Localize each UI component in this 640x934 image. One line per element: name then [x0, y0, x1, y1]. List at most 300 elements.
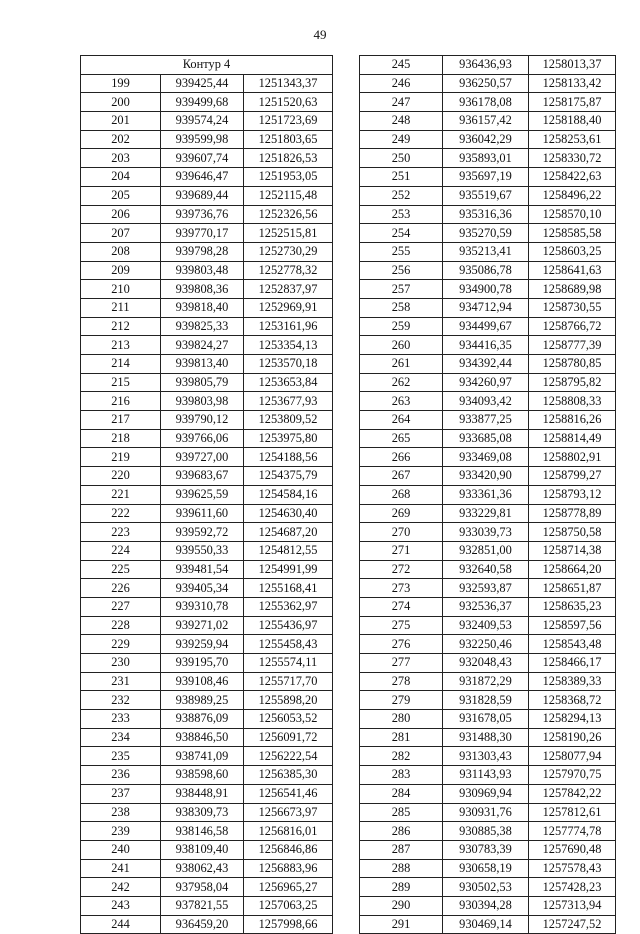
- coordinate-x: 931303,43: [443, 747, 529, 766]
- coordinate-y: 1258635,23: [529, 597, 616, 616]
- table-row: [81, 149, 333, 168]
- point-number: 258: [360, 298, 443, 317]
- table-row: [81, 672, 333, 691]
- coordinates-table-right: [359, 55, 616, 934]
- coordinate-y: 1255168,41: [244, 579, 333, 598]
- point-number: 227: [81, 597, 161, 616]
- table-row: [81, 298, 333, 317]
- coordinate-x: 932409,53: [443, 616, 529, 635]
- coordinate-y: 1258664,20: [529, 560, 616, 579]
- point-number: 238: [81, 803, 161, 822]
- table-row: [81, 896, 333, 915]
- point-number: 246: [360, 74, 443, 93]
- table-row: [360, 691, 616, 710]
- coordinate-y: 1258603,25: [529, 242, 616, 261]
- coordinate-y: 1258778,89: [529, 504, 616, 523]
- coordinate-x: 934712,94: [443, 298, 529, 317]
- coordinate-y: 1254687,20: [244, 523, 333, 542]
- coordinate-y: 1258793,12: [529, 485, 616, 504]
- table-row: [81, 74, 333, 93]
- coordinate-y: 1256091,72: [244, 728, 333, 747]
- page-number: 49: [313, 27, 327, 42]
- coordinate-y: 1252778,32: [244, 261, 333, 280]
- table-row: [360, 803, 616, 822]
- point-number: 218: [81, 429, 161, 448]
- table-row: [360, 896, 616, 915]
- coordinate-y: 1257812,61: [529, 803, 616, 822]
- table-row: [360, 149, 616, 168]
- coordinate-x: 935213,41: [443, 242, 529, 261]
- coordinate-x: 939825,33: [161, 317, 244, 336]
- coordinate-x: 939310,78: [161, 597, 244, 616]
- coordinate-x: 932640,58: [443, 560, 529, 579]
- coordinate-y: 1255458,43: [244, 635, 333, 654]
- coordinate-y: 1258585,58: [529, 224, 616, 243]
- table-row: [360, 242, 616, 261]
- coordinate-y: 1258777,39: [529, 336, 616, 355]
- coordinate-x: 939818,40: [161, 298, 244, 317]
- table-row: [81, 448, 333, 467]
- coordinate-y: 1257428,23: [529, 878, 616, 897]
- coordinate-y: 1256222,54: [244, 747, 333, 766]
- point-number: 279: [360, 691, 443, 710]
- coordinate-y: 1255717,70: [244, 672, 333, 691]
- coordinate-y: 1258543,48: [529, 635, 616, 654]
- coordinate-x: 936157,42: [443, 112, 529, 131]
- point-number: 276: [360, 635, 443, 654]
- coordinate-y: 1258651,87: [529, 579, 616, 598]
- coordinate-x: 939808,36: [161, 280, 244, 299]
- point-number: 240: [81, 840, 161, 859]
- table-row: [81, 579, 333, 598]
- point-number: 210: [81, 280, 161, 299]
- point-number: 234: [81, 728, 161, 747]
- table-row: [81, 728, 333, 747]
- coordinate-y: 1255898,20: [244, 691, 333, 710]
- table-row: [81, 541, 333, 560]
- table-row: [81, 112, 333, 131]
- coordinate-y: 1256883,96: [244, 859, 333, 878]
- coordinate-x: 934392,44: [443, 355, 529, 374]
- coordinate-y: 1257313,94: [529, 896, 616, 915]
- point-number: 289: [360, 878, 443, 897]
- table-row: [360, 280, 616, 299]
- point-number: 250: [360, 149, 443, 168]
- table-row: [81, 878, 333, 897]
- coordinate-x: 934093,42: [443, 392, 529, 411]
- point-number: 209: [81, 261, 161, 280]
- point-number: 263: [360, 392, 443, 411]
- table-row: [81, 168, 333, 187]
- coordinate-x: 939798,28: [161, 242, 244, 261]
- coordinate-y: 1257842,22: [529, 784, 616, 803]
- point-number: 215: [81, 373, 161, 392]
- point-number: 251: [360, 168, 443, 187]
- table-row: [360, 541, 616, 560]
- point-number: 200: [81, 93, 161, 112]
- coordinate-y: 1258808,33: [529, 392, 616, 411]
- point-number: 245: [360, 56, 443, 75]
- point-number: 249: [360, 130, 443, 149]
- table-title-row: [81, 56, 333, 75]
- coordinate-x: 930658,19: [443, 859, 529, 878]
- coordinate-x: 936436,93: [443, 56, 529, 75]
- coordinate-y: 1252969,91: [244, 298, 333, 317]
- coordinate-y: 1256816,01: [244, 822, 333, 841]
- coordinates-table-left: [80, 55, 333, 934]
- coordinate-x: 935893,01: [443, 149, 529, 168]
- coordinate-x: 933229,81: [443, 504, 529, 523]
- coordinate-x: 938448,91: [161, 784, 244, 803]
- point-number: 243: [81, 896, 161, 915]
- coordinate-y: 1253354,13: [244, 336, 333, 355]
- point-number: 225: [81, 560, 161, 579]
- coordinate-x: 931828,59: [443, 691, 529, 710]
- coordinate-y: 1258641,63: [529, 261, 616, 280]
- table-row: [81, 317, 333, 336]
- coordinate-y: 1252837,97: [244, 280, 333, 299]
- coordinate-y: 1251803,65: [244, 130, 333, 149]
- coordinate-x: 939574,24: [161, 112, 244, 131]
- coordinate-y: 1257690,48: [529, 840, 616, 859]
- point-number: 287: [360, 840, 443, 859]
- table-row: [81, 224, 333, 243]
- coordinate-y: 1257774,78: [529, 822, 616, 841]
- table-row: [81, 822, 333, 841]
- table-row: [81, 336, 333, 355]
- coordinate-x: 939727,00: [161, 448, 244, 467]
- coordinate-y: 1251343,37: [244, 74, 333, 93]
- point-number: 229: [81, 635, 161, 654]
- table-row: [360, 766, 616, 785]
- table-row: [81, 710, 333, 729]
- table-row: [81, 429, 333, 448]
- coordinate-y: 1258175,87: [529, 93, 616, 112]
- coordinate-x: 939770,17: [161, 224, 244, 243]
- point-number: 285: [360, 803, 443, 822]
- coordinate-x: 938846,50: [161, 728, 244, 747]
- coordinate-x: 931872,29: [443, 672, 529, 691]
- point-number: 272: [360, 560, 443, 579]
- coordinate-x: 931488,30: [443, 728, 529, 747]
- coordinate-y: 1257063,25: [244, 896, 333, 915]
- table-row: [360, 392, 616, 411]
- table-row: [360, 747, 616, 766]
- coordinate-y: 1255362,97: [244, 597, 333, 616]
- coordinate-x: 938741,09: [161, 747, 244, 766]
- coordinate-y: 1252326,56: [244, 205, 333, 224]
- coordinate-y: 1251520,63: [244, 93, 333, 112]
- coordinate-x: 935316,36: [443, 205, 529, 224]
- coordinate-x: 930885,38: [443, 822, 529, 841]
- table-row: [81, 747, 333, 766]
- coordinate-y: 1258389,33: [529, 672, 616, 691]
- coordinate-x: 939813,40: [161, 355, 244, 374]
- coordinate-y: 1251953,05: [244, 168, 333, 187]
- coordinate-y: 1258330,72: [529, 149, 616, 168]
- coordinate-x: 934260,97: [443, 373, 529, 392]
- table-row: [360, 298, 616, 317]
- coordinate-y: 1258496,22: [529, 186, 616, 205]
- coordinate-y: 1256385,30: [244, 766, 333, 785]
- table-row: [360, 710, 616, 729]
- point-number: 284: [360, 784, 443, 803]
- coordinate-x: 930931,76: [443, 803, 529, 822]
- coordinate-x: 930502,53: [443, 878, 529, 897]
- point-number: 271: [360, 541, 443, 560]
- point-number: 244: [81, 915, 161, 934]
- table-row: [360, 523, 616, 542]
- coordinate-x: 939550,33: [161, 541, 244, 560]
- point-number: 274: [360, 597, 443, 616]
- table-row: [81, 654, 333, 673]
- coordinate-x: 939736,76: [161, 205, 244, 224]
- table-row: [81, 915, 333, 934]
- coordinate-x: 933361,36: [443, 485, 529, 504]
- coordinate-y: 1256673,97: [244, 803, 333, 822]
- table-row: [360, 597, 616, 616]
- point-number: 270: [360, 523, 443, 542]
- coordinate-x: 939425,44: [161, 74, 244, 93]
- point-number: 288: [360, 859, 443, 878]
- coordinate-y: 1253653,84: [244, 373, 333, 392]
- table-row: [81, 859, 333, 878]
- point-number: 256: [360, 261, 443, 280]
- coordinate-y: 1258714,38: [529, 541, 616, 560]
- point-number: 265: [360, 429, 443, 448]
- table-row: [81, 485, 333, 504]
- coordinate-x: 933039,73: [443, 523, 529, 542]
- table-row: [360, 56, 616, 75]
- coordinate-x: 937821,55: [161, 896, 244, 915]
- coordinate-x: 938598,60: [161, 766, 244, 785]
- coordinate-y: 1258422,63: [529, 168, 616, 187]
- coordinate-x: 939824,27: [161, 336, 244, 355]
- point-number: 275: [360, 616, 443, 635]
- point-number: 281: [360, 728, 443, 747]
- coordinate-y: 1258730,55: [529, 298, 616, 317]
- coordinate-y: 1255574,11: [244, 654, 333, 673]
- coordinate-y: 1258188,40: [529, 112, 616, 131]
- table-row: [81, 840, 333, 859]
- coordinate-y: 1257578,43: [529, 859, 616, 878]
- table-row: [81, 355, 333, 374]
- table-row: [360, 878, 616, 897]
- coordinate-y: 1254812,55: [244, 541, 333, 560]
- coordinate-x: 939790,12: [161, 411, 244, 430]
- coordinate-y: 1257998,66: [244, 915, 333, 934]
- coordinate-x: 939481,54: [161, 560, 244, 579]
- coordinate-y: 1256541,46: [244, 784, 333, 803]
- point-number: 253: [360, 205, 443, 224]
- table-row: [360, 672, 616, 691]
- coordinate-y: 1253975,80: [244, 429, 333, 448]
- point-number: 247: [360, 93, 443, 112]
- coordinate-y: 1258368,72: [529, 691, 616, 710]
- coordinate-x: 937958,04: [161, 878, 244, 897]
- table-row: [360, 336, 616, 355]
- table-row: [81, 130, 333, 149]
- point-number: 262: [360, 373, 443, 392]
- coordinate-x: 939271,02: [161, 616, 244, 635]
- table-row: [360, 859, 616, 878]
- coordinate-x: 939195,70: [161, 654, 244, 673]
- coordinate-x: 932536,37: [443, 597, 529, 616]
- table-row: [360, 205, 616, 224]
- point-number: 231: [81, 672, 161, 691]
- coordinate-y: 1253677,93: [244, 392, 333, 411]
- point-number: 224: [81, 541, 161, 560]
- coordinate-x: 933469,08: [443, 448, 529, 467]
- coordinate-y: 1252115,48: [244, 186, 333, 205]
- table-row: [81, 691, 333, 710]
- coordinate-y: 1258077,94: [529, 747, 616, 766]
- coordinate-x: 933877,25: [443, 411, 529, 430]
- coordinate-x: 939592,72: [161, 523, 244, 542]
- point-number: 242: [81, 878, 161, 897]
- table-row: [360, 411, 616, 430]
- table-row: [360, 224, 616, 243]
- coordinate-x: 939607,74: [161, 149, 244, 168]
- table-row: [360, 93, 616, 112]
- coordinate-y: 1254991,99: [244, 560, 333, 579]
- coordinate-x: 930469,14: [443, 915, 529, 934]
- point-number: 260: [360, 336, 443, 355]
- table-row: [360, 317, 616, 336]
- coordinate-x: 939499,68: [161, 93, 244, 112]
- point-number: 252: [360, 186, 443, 205]
- coordinate-y: 1257970,75: [529, 766, 616, 785]
- point-number: 202: [81, 130, 161, 149]
- coordinate-y: 1254188,56: [244, 448, 333, 467]
- coordinate-y: 1258802,91: [529, 448, 616, 467]
- coordinate-y: 1254375,79: [244, 467, 333, 486]
- coordinate-y: 1258766,72: [529, 317, 616, 336]
- point-number: 264: [360, 411, 443, 430]
- coordinate-x: 936459,20: [161, 915, 244, 934]
- coordinate-y: 1258780,85: [529, 355, 616, 374]
- coordinate-y: 1258597,56: [529, 616, 616, 635]
- point-number: 282: [360, 747, 443, 766]
- table-row: [360, 429, 616, 448]
- coordinate-x: 939599,98: [161, 130, 244, 149]
- point-number: 283: [360, 766, 443, 785]
- coordinate-y: 1251723,69: [244, 112, 333, 131]
- table-row: [360, 448, 616, 467]
- coordinate-x: 939803,98: [161, 392, 244, 411]
- coordinate-x: 932048,43: [443, 654, 529, 673]
- table-row: [81, 93, 333, 112]
- point-number: 223: [81, 523, 161, 542]
- point-number: 212: [81, 317, 161, 336]
- point-number: 280: [360, 710, 443, 729]
- coordinate-x: 939805,79: [161, 373, 244, 392]
- point-number: 233: [81, 710, 161, 729]
- coordinate-x: 938989,25: [161, 691, 244, 710]
- point-number: 277: [360, 654, 443, 673]
- table-row: [81, 784, 333, 803]
- point-number: 269: [360, 504, 443, 523]
- coordinate-y: 1258294,13: [529, 710, 616, 729]
- coordinate-x: 931143,93: [443, 766, 529, 785]
- coordinate-y: 1257247,52: [529, 915, 616, 934]
- point-number: 208: [81, 242, 161, 261]
- table-row: [81, 504, 333, 523]
- point-number: 235: [81, 747, 161, 766]
- point-number: 226: [81, 579, 161, 598]
- coordinate-y: 1258689,98: [529, 280, 616, 299]
- table-row: [360, 467, 616, 486]
- coordinate-x: 936250,57: [443, 74, 529, 93]
- coordinate-x: 930783,39: [443, 840, 529, 859]
- table-row: [81, 597, 333, 616]
- table-row: [81, 616, 333, 635]
- table-row: [81, 205, 333, 224]
- table-row: [360, 616, 616, 635]
- point-number: 214: [81, 355, 161, 374]
- coordinate-x: 939803,48: [161, 261, 244, 280]
- table-row: [81, 560, 333, 579]
- coordinate-x: 935519,67: [443, 186, 529, 205]
- point-number: 230: [81, 654, 161, 673]
- coordinate-y: 1258570,10: [529, 205, 616, 224]
- coordinate-y: 1253161,96: [244, 317, 333, 336]
- coordinate-y: 1251826,53: [244, 149, 333, 168]
- point-number: 205: [81, 186, 161, 205]
- table-row: [360, 186, 616, 205]
- coordinate-x: 938309,73: [161, 803, 244, 822]
- point-number: 222: [81, 504, 161, 523]
- point-number: 278: [360, 672, 443, 691]
- point-number: 290: [360, 896, 443, 915]
- coordinate-x: 936042,29: [443, 130, 529, 149]
- point-number: 261: [360, 355, 443, 374]
- coordinate-y: 1255436,97: [244, 616, 333, 635]
- table-row: [360, 635, 616, 654]
- coordinate-x: 938146,58: [161, 822, 244, 841]
- point-number: 213: [81, 336, 161, 355]
- coordinate-y: 1258466,17: [529, 654, 616, 673]
- coordinate-y: 1258816,26: [529, 411, 616, 430]
- coordinate-x: 934499,67: [443, 317, 529, 336]
- table-row: [360, 784, 616, 803]
- coordinate-y: 1258750,58: [529, 523, 616, 542]
- point-number: 221: [81, 485, 161, 504]
- point-number: 236: [81, 766, 161, 785]
- table-row: [81, 635, 333, 654]
- point-number: 248: [360, 112, 443, 131]
- coordinate-x: 935697,19: [443, 168, 529, 187]
- coordinate-x: 939646,47: [161, 168, 244, 187]
- table-row: [360, 840, 616, 859]
- table-row: [360, 915, 616, 934]
- coordinate-y: 1254584,16: [244, 485, 333, 504]
- point-number: 199: [81, 74, 161, 93]
- coordinate-x: 935270,59: [443, 224, 529, 243]
- coordinate-y: 1256846,86: [244, 840, 333, 859]
- point-number: 237: [81, 784, 161, 803]
- table-row: [81, 261, 333, 280]
- table-row: [81, 411, 333, 430]
- point-number: 266: [360, 448, 443, 467]
- table-row: [360, 74, 616, 93]
- point-number: 203: [81, 149, 161, 168]
- table-row: [81, 392, 333, 411]
- coordinate-y: 1258013,37: [529, 56, 616, 75]
- coordinate-x: 939689,44: [161, 186, 244, 205]
- coordinate-x: 931678,05: [443, 710, 529, 729]
- point-number: 286: [360, 822, 443, 841]
